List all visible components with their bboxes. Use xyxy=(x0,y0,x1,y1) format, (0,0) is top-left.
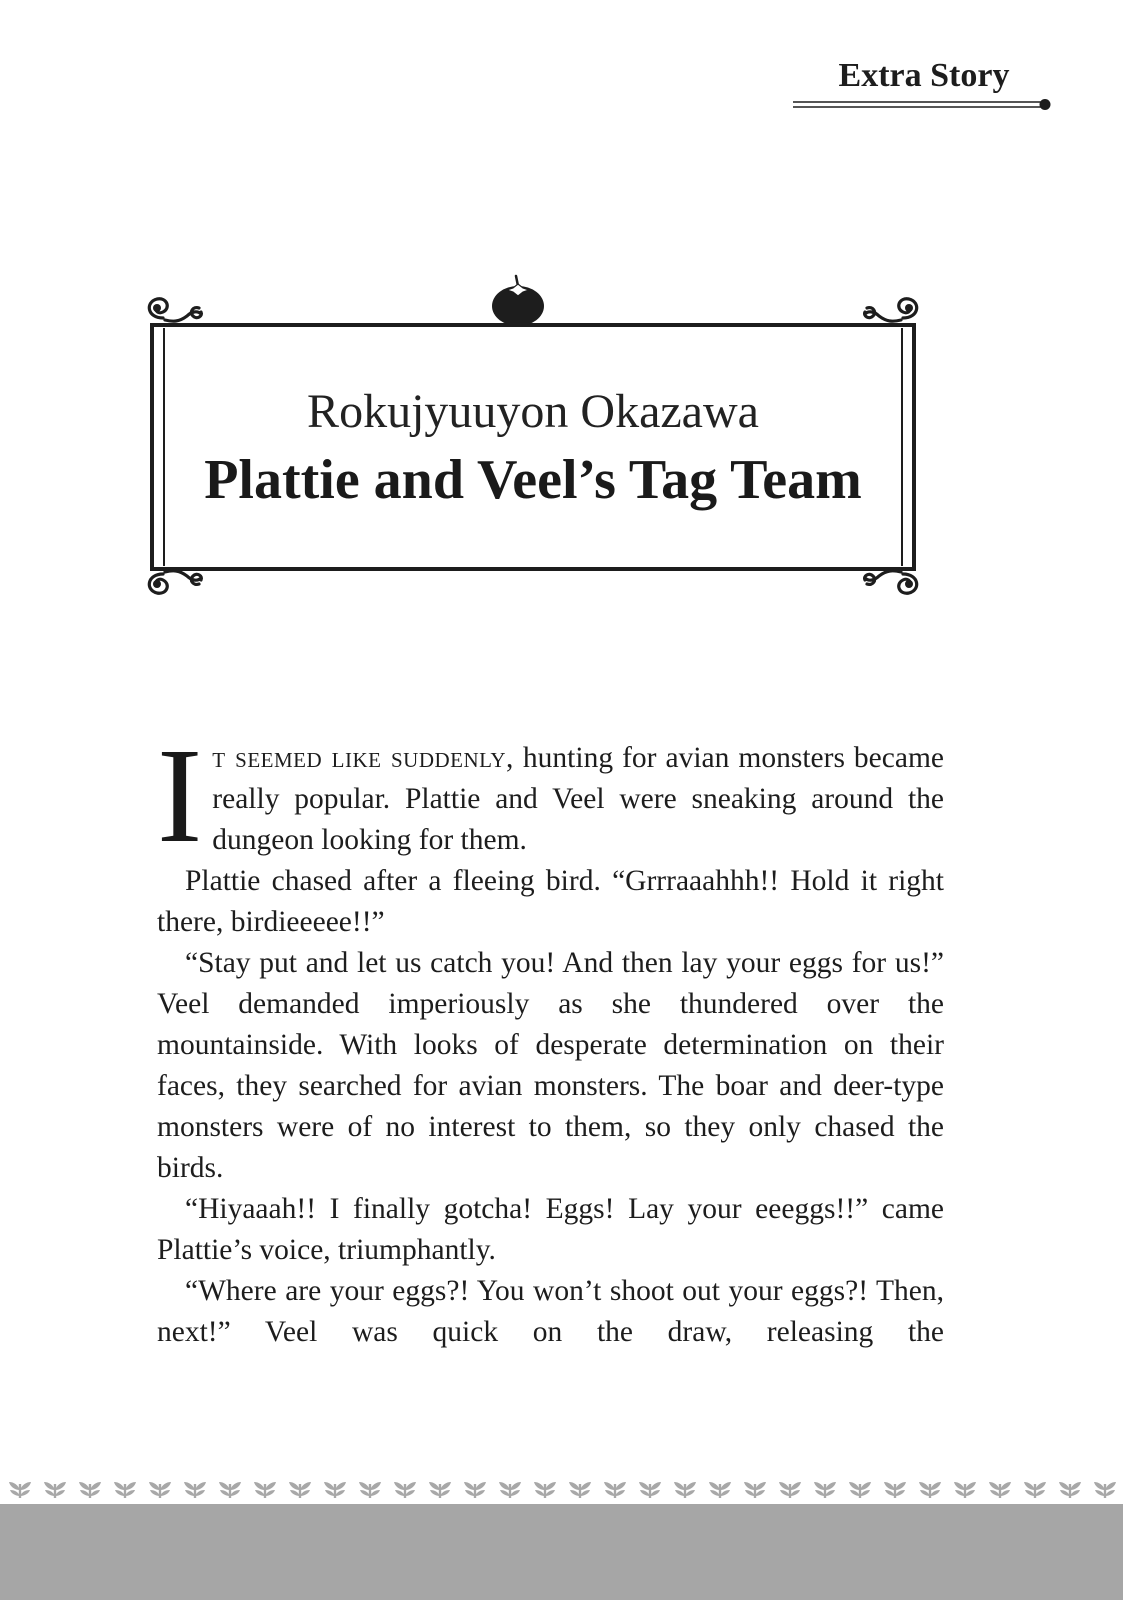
paragraph: “Stay put and let us catch you! And then lay your eggs for us!” Veel demanded imperiously as she thundered over the mountainside. With looks of desperate determination on their faces, they searched for avian monsters. The boar and deer-type monsters were of no interest to them, so they only chased the birds. xyxy=(157,947,944,1184)
sprout-icon xyxy=(394,1482,416,1498)
paragraph: “Where are your eggs?! You won’t shoot out your eggs?! Then, next!” Veel was quick on the draw, releasing the xyxy=(157,1275,944,1348)
sprout-icon xyxy=(219,1482,241,1498)
sprout-icon xyxy=(9,1482,31,1498)
author-name: Rokujyuuyon Okazawa xyxy=(307,385,759,438)
sprout-icon xyxy=(79,1482,101,1498)
sprout-icon xyxy=(849,1482,871,1498)
paragraph: “Hiyaaah!! I finally gotcha! Eggs! Lay your eeeggs!!” came Plattie’s voice, triumphantly. xyxy=(157,1193,944,1266)
sprout-icon xyxy=(709,1482,731,1498)
sprout-icon xyxy=(289,1482,311,1498)
sprout-icon xyxy=(1094,1482,1116,1498)
sprout-icon xyxy=(884,1482,906,1498)
footer-sprout-pattern xyxy=(0,1464,1123,1600)
sprout-icon xyxy=(744,1482,766,1498)
sprout-icon xyxy=(919,1482,941,1498)
sprout-icon xyxy=(569,1482,591,1498)
first-paragraph xyxy=(157,721,945,871)
sprout-icon xyxy=(254,1482,276,1498)
sprout-icon xyxy=(149,1482,171,1498)
sprout-icon xyxy=(954,1482,976,1498)
sprout-icon xyxy=(814,1482,836,1498)
sprout-icon xyxy=(499,1482,521,1498)
sprout-icon xyxy=(674,1482,696,1498)
sprout-icon xyxy=(324,1482,346,1498)
sprout-icon xyxy=(989,1482,1011,1498)
story-body xyxy=(157,721,945,1353)
sprout-icon xyxy=(464,1482,486,1498)
sprout-icon xyxy=(639,1482,661,1498)
first-paragraph-text: hunting for avian monsters became really popular. Plattie and Veel were sneaking around the dungeon looking for them. xyxy=(212,742,945,856)
sprout-icon xyxy=(1059,1482,1081,1498)
sprout-icon xyxy=(44,1482,66,1498)
sprout-icon xyxy=(534,1482,556,1498)
sprout-icon xyxy=(114,1482,136,1498)
sprout-icon xyxy=(429,1482,451,1498)
sprout-icon xyxy=(779,1482,801,1498)
opening-small-caps: t seemed like suddenly, xyxy=(212,742,514,774)
sprout-icon xyxy=(184,1482,206,1498)
story-title: Plattie and Veel’s Tag Team xyxy=(204,449,862,511)
sprout-icon xyxy=(359,1482,381,1498)
sprout-icon xyxy=(604,1482,626,1498)
paragraph: Plattie chased after a fleeing bird. “Grrraaahhh!! Hold it right there, birdieeeee!!” xyxy=(157,865,944,938)
label-underline-ornament xyxy=(793,96,1055,116)
tomato-icon xyxy=(488,272,548,328)
footer-leaf-band xyxy=(0,1464,1123,1600)
section-label-text: Extra Story xyxy=(838,57,1010,94)
sprout-icon xyxy=(1024,1482,1046,1498)
drop-cap: I xyxy=(157,721,203,871)
section-label xyxy=(793,56,1055,116)
title-frame xyxy=(143,272,943,617)
